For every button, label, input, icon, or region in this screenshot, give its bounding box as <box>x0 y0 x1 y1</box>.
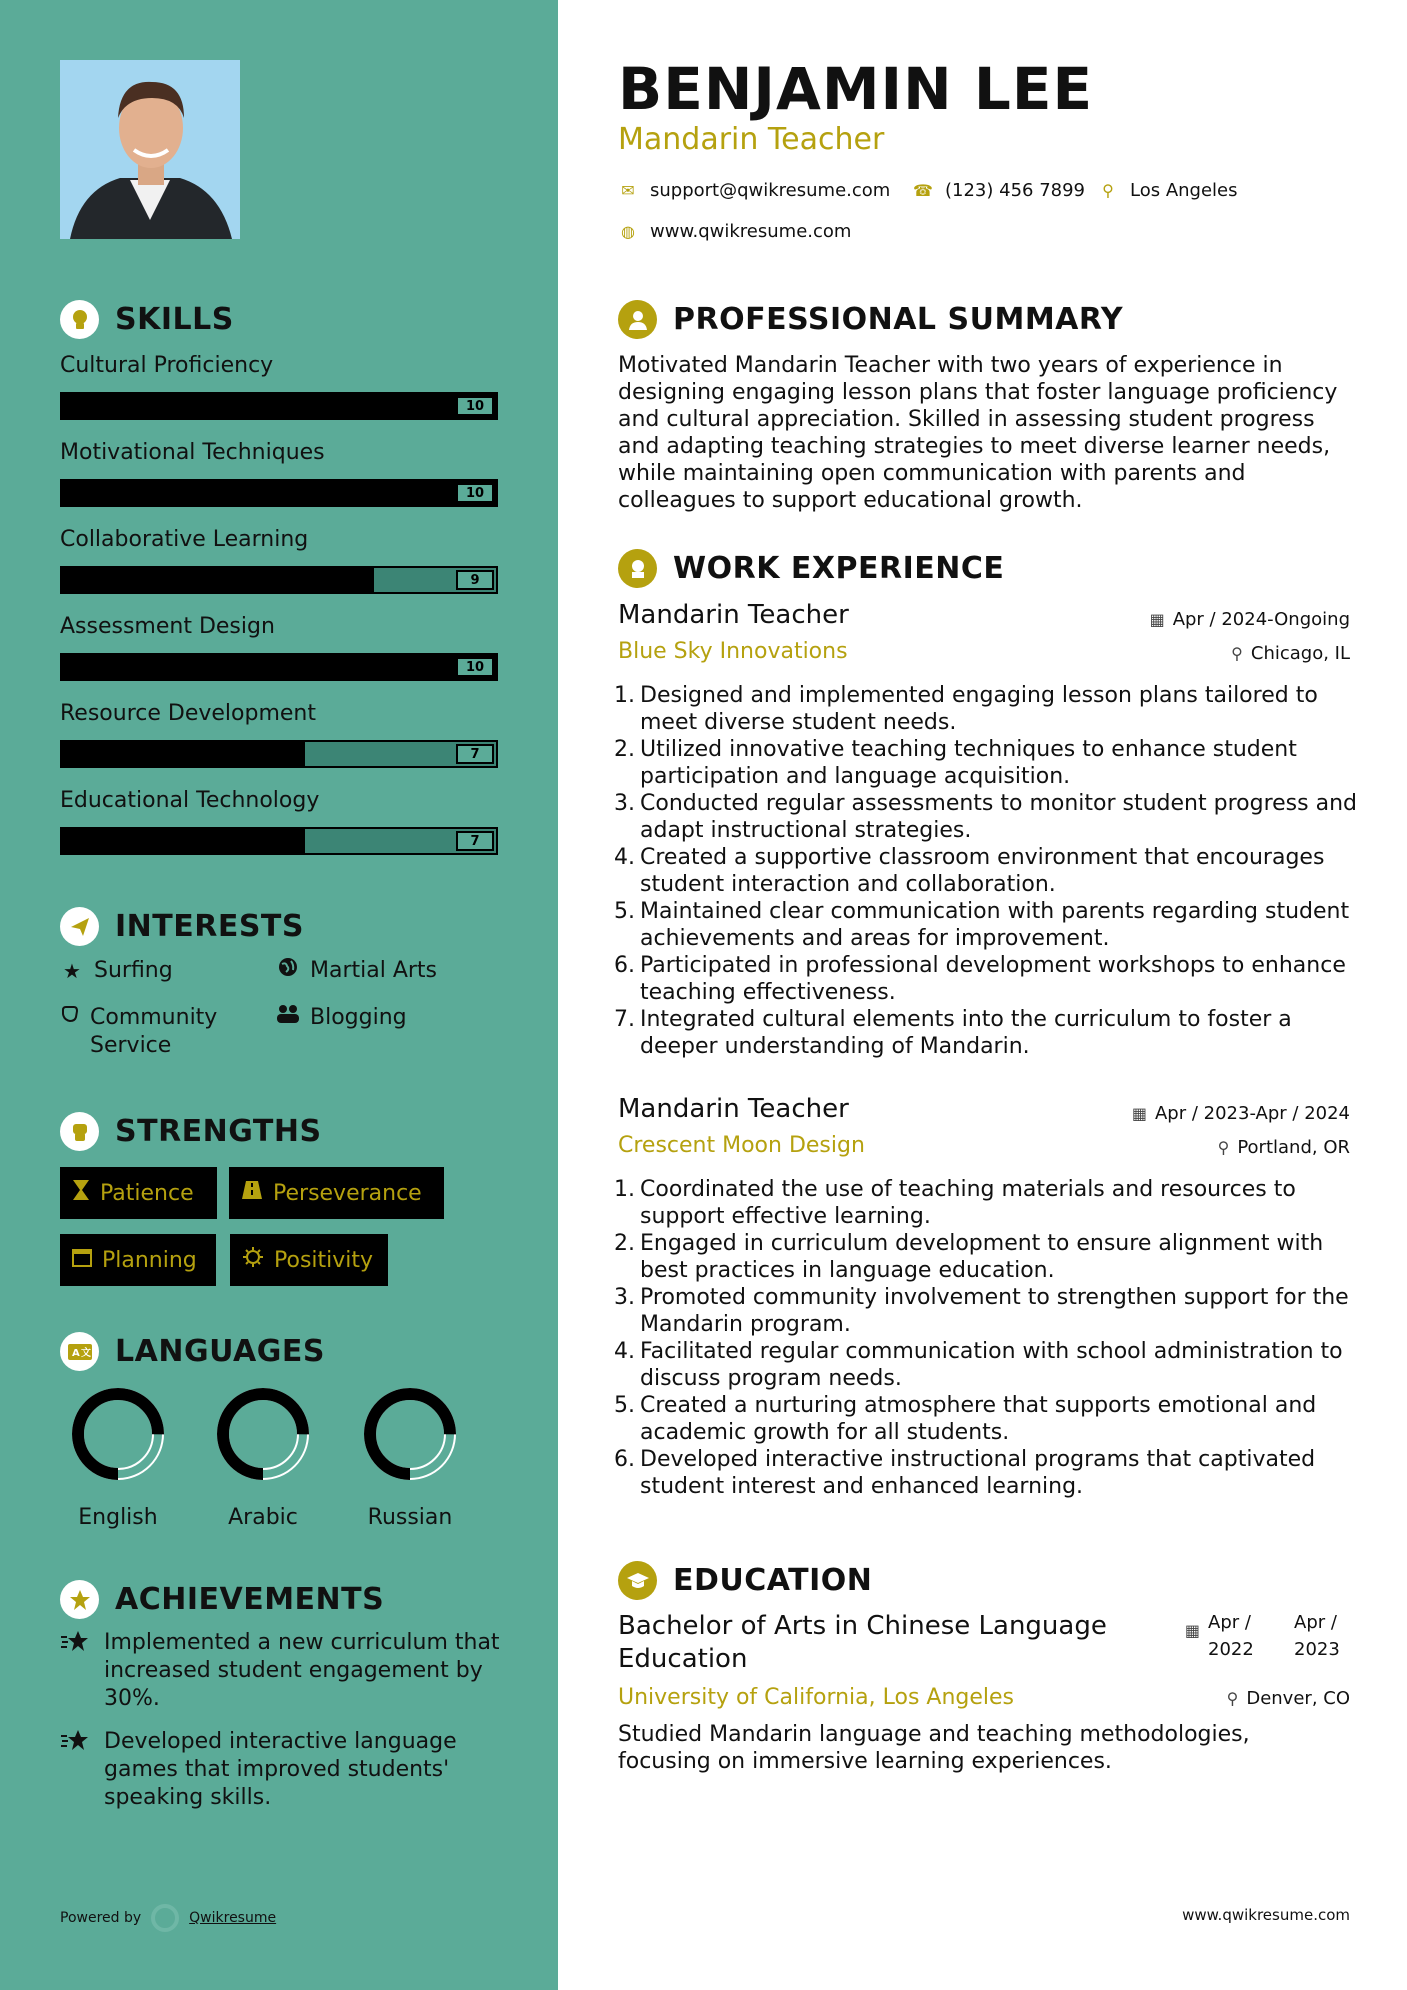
skill-level: 10 <box>456 483 494 503</box>
school-name: University of California, Los Angeles <box>618 1685 1015 1710</box>
skill-bar-fill <box>62 568 374 592</box>
bullet-text: Created a nurturing atmosphere that supports emotional and academic growth for all students. <box>640 1393 1317 1445</box>
summary-text: Motivated Mandarin Teacher with two years of experience in designing engaging lesson plans that foster language proficiency and cultural appreciation. Skilled in assessing student progress and adapting teaching strategies to meet diverse learner needs, while maintaining open communication with parents and colleagues to support educational growth. <box>618 353 1338 513</box>
bullet-text: Created a supportive classroom environment that encourages student interaction and collaboration. <box>640 845 1325 897</box>
job-dates-text: Apr / 2023-Apr / 2024 <box>1154 1103 1350 1124</box>
candidate-name: BENJAMIN LEE <box>618 55 1094 123</box>
bullet-text: Promoted community involvement to strengthen support for the Mandarin program. <box>640 1285 1349 1337</box>
list-item: 4. Facilitated regular communication with school administration to discuss program needs. <box>618 1338 1358 1392</box>
calendar-icon: ▦ <box>1149 610 1165 629</box>
summary-title: PROFESSIONAL SUMMARY <box>673 302 1124 337</box>
list-item: 3. Promoted community involvement to strengthen support for the Mandarin program. <box>618 1284 1358 1338</box>
globe-icon: ◍ <box>621 222 635 241</box>
interest-label: Community Service <box>90 1005 218 1058</box>
interest-item <box>276 957 437 985</box>
language-icon <box>60 1332 99 1371</box>
strength-badge <box>230 1234 388 1286</box>
achievement-item <box>60 1629 500 1713</box>
education-dates <box>1185 1609 1350 1663</box>
graduation-cap-icon <box>618 1561 657 1600</box>
bullet-text: Developed interactive instructional programs that captivated student interest and enhanced learning. <box>640 1447 1316 1499</box>
skill-bar-fill <box>62 481 496 505</box>
language-item <box>213 1387 313 1530</box>
list-item: 4. Created a supportive classroom environment that encourages student interaction and collaboration. <box>618 844 1358 898</box>
envelope-icon: ✉ <box>621 181 635 200</box>
list-item: 1. Designed and implemented engaging lesson plans tailored to meet diverse student needs. <box>618 682 1358 736</box>
contact-location <box>1098 180 1238 201</box>
footer-url[interactable]: www.qwikresume.com <box>1182 1906 1350 1924</box>
achievements-header <box>60 1580 384 1619</box>
bullet-text: Coordinated the use of teaching materials and resources to support effective learning. <box>640 1177 1296 1229</box>
summary-header <box>618 300 1123 339</box>
skill-level: 10 <box>456 657 494 677</box>
user-icon <box>618 300 657 339</box>
bullet-text: Integrated cultural elements into the curriculum to foster a deeper understanding of Mandarin. <box>640 1007 1292 1059</box>
languages-header <box>60 1332 325 1371</box>
bullet-text: Conducted regular assessments to monitor student progress and adapt instructional strategies. <box>640 791 1357 843</box>
language-name: English <box>78 1505 158 1530</box>
skills-header <box>60 300 234 339</box>
language-ring <box>216 1387 310 1481</box>
skill-level: 7 <box>456 744 494 764</box>
website-text: www.qwikresume.com <box>650 221 852 242</box>
job-bullets <box>614 682 1358 1060</box>
globe-icon <box>276 957 300 985</box>
skill-bar <box>60 827 498 855</box>
job-location <box>1231 643 1350 664</box>
list-item: 2. Utilized innovative teaching techniques to enhance student participation and language acquisition. <box>618 736 1358 790</box>
interests-header <box>60 907 304 946</box>
phone-text: (123) 456 7899 <box>945 180 1086 201</box>
education-end: Apr / 2023 <box>1294 1612 1340 1660</box>
pin-icon: ⚲ <box>1226 1689 1239 1708</box>
pin-icon: ⚲ <box>1231 644 1243 663</box>
skill-name: Motivational Techniques <box>60 440 325 465</box>
education-location <box>1227 1688 1350 1709</box>
skill-bar-fill <box>62 742 305 766</box>
bullet-text: Engaged in curriculum development to ensure alignment with best practices in language education. <box>640 1231 1324 1283</box>
hourglass-icon <box>72 1179 90 1207</box>
svg-text:A: A <box>71 1347 80 1359</box>
bullet-text: Participated in professional development workshops to enhance teaching effectiveness. <box>640 953 1346 1005</box>
job-location <box>1218 1137 1350 1158</box>
language-item <box>68 1387 168 1530</box>
briefcase-icon <box>618 549 657 588</box>
lightbulb-icon <box>60 300 99 339</box>
profile-photo <box>60 60 240 239</box>
achievements-title: ACHIEVEMENTS <box>115 1582 385 1617</box>
strength-label: Perseverance <box>273 1180 422 1206</box>
bullet-text: Utilized innovative teaching techniques to enhance student participation and language acquisition. <box>640 737 1297 789</box>
interests-title: INTERESTS <box>115 909 304 944</box>
strength-label: Positivity <box>274 1247 374 1273</box>
achievement-item <box>60 1728 500 1812</box>
strength-badge <box>60 1234 216 1286</box>
education-title: EDUCATION <box>673 1563 873 1598</box>
skill-name: Cultural Proficiency <box>60 353 274 378</box>
location-text: Los Angeles <box>1130 180 1238 201</box>
interest-item <box>60 1004 260 1060</box>
language-ring <box>363 1387 457 1481</box>
road-icon <box>241 1180 263 1206</box>
experience-title: WORK EXPERIENCE <box>673 551 1005 586</box>
list-item: 7. Integrated cultural elements into the curriculum to foster a deeper understanding of Mandarin. <box>618 1006 1358 1060</box>
achievement-text: Developed interactive language games that improved students' speaking skills. <box>104 1729 457 1810</box>
bullet-text: Designed and implemented engaging lesson plans tailored to meet diverse student needs. <box>640 683 1318 735</box>
company-name: Crescent Moon Design <box>618 1133 865 1158</box>
users-icon <box>276 1004 300 1032</box>
pin-icon: ⚲ <box>1217 1138 1230 1157</box>
job-dates <box>1132 1103 1350 1124</box>
phone-icon: ☎ <box>913 181 933 200</box>
list-item: 5. Maintained clear communication with parents regarding student achievements and areas for improvement. <box>618 898 1358 952</box>
list-item: 2. Engaged in curriculum development to ensure alignment with best practices in language education. <box>618 1230 1358 1284</box>
skill-level: 7 <box>456 831 494 851</box>
experience-header <box>618 549 1004 588</box>
job-location-text: Portland, OR <box>1237 1137 1350 1158</box>
bullet-text: Maintained clear communication with parents regarding student achievements and areas for improvement. <box>640 899 1350 951</box>
strength-label: Planning <box>102 1247 197 1273</box>
map-pin-icon: ⚲ <box>1102 181 1114 200</box>
list-item: 6. Participated in professional development workshops to enhance teaching effectiveness. <box>618 952 1358 1006</box>
hand-icon <box>60 1004 80 1060</box>
job-title: Mandarin Teacher <box>618 1094 849 1124</box>
language-name: Russian <box>367 1505 453 1530</box>
skill-level: 9 <box>456 570 494 590</box>
qwikresume-logo-icon <box>151 1904 179 1932</box>
star-burst-icon <box>60 1629 90 1713</box>
powered-by-label: Powered by <box>60 1910 142 1926</box>
contact-phone[interactable] <box>913 180 1085 201</box>
skill-name: Resource Development <box>60 701 316 726</box>
contact-website[interactable] <box>618 221 851 242</box>
list-item: 6. Developed interactive instructional programs that captivated student interest and enhanced learning. <box>618 1446 1358 1500</box>
paper-plane-icon <box>60 907 99 946</box>
skill-bar-fill <box>62 394 496 418</box>
qwikresume-link[interactable]: Qwikresume <box>189 1910 277 1926</box>
list-item: 3. Conducted regular assessments to monitor student progress and adapt instructional strategies. <box>614 791 1357 843</box>
strengths-title: STRENGTHS <box>115 1114 322 1149</box>
skill-name: Educational Technology <box>60 788 320 813</box>
skill-bar <box>60 740 498 768</box>
degree-title: Bachelor of Arts in Chinese Language Education <box>618 1611 1107 1674</box>
main-content <box>558 0 1407 1990</box>
candidate-role: Mandarin Teacher <box>618 122 885 157</box>
company-name: Blue Sky Innovations <box>618 639 848 664</box>
skill-bar-fill <box>62 829 305 853</box>
interest-item <box>60 957 173 985</box>
sun-icon <box>242 1246 264 1274</box>
list-item: 1. Coordinated the use of teaching materials and resources to support effective learning. <box>618 1176 1358 1230</box>
skill-bar <box>60 392 498 420</box>
job-dates <box>1150 609 1350 630</box>
interest-label: Surfing <box>94 958 173 983</box>
bullet-text: Facilitated regular communication with school administration to discuss program needs. <box>640 1339 1343 1391</box>
job-location-text: Chicago, IL <box>1250 643 1350 664</box>
award-icon <box>60 1580 99 1619</box>
interest-label: Blogging <box>310 1005 407 1030</box>
star-burst-icon <box>60 1728 90 1812</box>
skill-bar <box>60 653 498 681</box>
skill-name: Assessment Design <box>60 614 275 639</box>
education-location-text: Denver, CO <box>1246 1688 1350 1709</box>
strength-badge <box>229 1167 444 1219</box>
skill-level: 10 <box>456 396 494 416</box>
contact-email[interactable] <box>618 180 890 201</box>
language-ring <box>71 1387 165 1481</box>
email-text: support@qwikresume.com <box>650 180 891 201</box>
interest-label: Martial Arts <box>310 958 438 983</box>
skill-name: Collaborative Learning <box>60 527 309 552</box>
list-item: 5. Created a nurturing atmosphere that supports emotional and academic growth for all students. <box>618 1392 1358 1446</box>
interest-item <box>276 1004 407 1032</box>
star-icon: ★ <box>63 959 81 983</box>
calendar-icon <box>72 1247 92 1273</box>
achievement-text: Implemented a new curriculum that increased student engagement by 30%. <box>104 1630 500 1711</box>
svg-text:文: 文 <box>80 1347 91 1359</box>
language-name: Arabic <box>228 1505 298 1530</box>
fist-icon <box>60 1112 99 1151</box>
strength-label: Patience <box>100 1180 194 1206</box>
language-item <box>360 1387 460 1530</box>
strength-badge <box>60 1167 217 1219</box>
skill-bar-fill <box>62 655 496 679</box>
powered-by <box>60 1904 276 1932</box>
job-title: Mandarin Teacher <box>618 600 849 630</box>
skill-bar <box>60 566 498 594</box>
languages-title: LANGUAGES <box>115 1334 325 1369</box>
education-start: Apr / 2022 <box>1208 1612 1254 1660</box>
education-header <box>618 1561 872 1600</box>
calendar-icon: ▦ <box>1131 1104 1147 1123</box>
education-description: Studied Mandarin language and teaching methodologies, focusing on immersive learning experiences. <box>618 1722 1250 1774</box>
job-bullets <box>614 1176 1358 1500</box>
skill-bar <box>60 479 498 507</box>
skills-title: SKILLS <box>115 302 234 337</box>
strengths-header <box>60 1112 322 1151</box>
job-dates-text: Apr / 2024-Ongoing <box>1172 609 1350 630</box>
sidebar <box>0 0 558 1990</box>
calendar-icon: ▦ <box>1184 1621 1200 1640</box>
